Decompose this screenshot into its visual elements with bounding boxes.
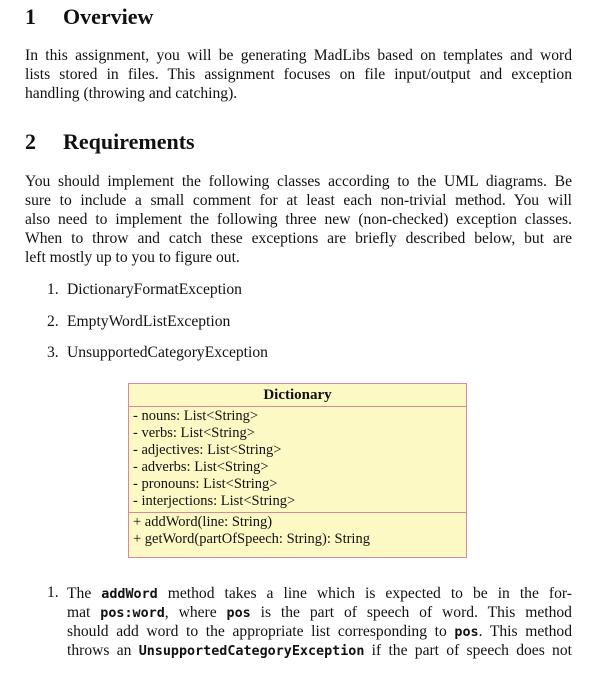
list-number: 3. [47,344,59,361]
section-title: Overview [63,4,154,29]
list-number: 1. [47,584,59,601]
paragraph-line: handling (throwing and catching). [25,85,238,102]
uml-method: + getWord(partOfSpeech: String): String [133,531,370,547]
method-desc-line [67,641,572,661]
text: . This method [478,623,572,640]
paragraph-line: left mostly up to you to figure out. [25,249,240,266]
text: is the part of speech of word. This method [250,604,572,621]
paragraph-line: When to throw and catch these exceptions are briefly described below, but are [25,230,572,247]
code-text: pos [454,625,479,640]
text: throws an [67,642,139,659]
text: mat [67,604,101,621]
list-item [47,344,268,362]
paragraph-line: lists stored in files. This assignment focuses on file input/output and exception [25,66,572,83]
text: should add word to the appropriate list corresponding to [67,623,455,640]
uml-class-name: Dictionary [129,384,466,407]
list-label: UnsupportedCategoryException [67,344,268,361]
uml-attribute: - adjectives: List<String> [133,442,282,458]
uml-attribute: - adverbs: List<String> [133,459,269,475]
method-list-number [47,584,59,602]
list-item [47,313,230,331]
uml-method: + addWord(line: String) [133,514,273,530]
paragraph-line: also need to implement the following three new (non-checked) exception classes. [25,211,572,228]
uml-attribute: - pronouns: List<String> [133,476,278,492]
list-label: DictionaryFormatException [67,281,242,298]
uml-methods [129,513,466,549]
code-text: pos:word [100,606,165,621]
method-desc-line [67,622,572,642]
uml-attribute: - verbs: List<String> [133,425,255,441]
uml-attributes [129,407,466,513]
section-number: 2 [25,129,36,154]
code-text: UnsupportedCategoryException [138,644,365,659]
text: method takes a line which is expected to be in the for- [157,585,572,602]
paragraph-line: You should implement the following classes according to the UML diagrams. Be [25,173,572,190]
list-number: 1. [47,281,59,298]
list-number: 2. [47,313,59,330]
section-heading-requirements [25,129,195,155]
section-title: Requirements [63,129,195,154]
section-heading-overview [25,4,153,30]
paragraph-line: In this assignment, you will be generating MadLibs based on templates and word [25,47,572,64]
section-number: 1 [25,4,36,29]
uml-attribute: - nouns: List<String> [133,408,259,424]
uml-class-diagram [128,383,467,558]
code-text: addWord [101,587,158,602]
list-label: EmptyWordListException [67,313,231,330]
code-text: pos [226,606,251,621]
method-desc-line [67,584,572,604]
text: , where [164,604,227,621]
list-item [47,281,242,299]
text: if the part of speech does not [364,642,572,659]
uml-attribute: - interjections: List<String> [133,493,296,509]
method-desc-line [67,603,572,623]
text: The [67,585,102,602]
paragraph-line: sure to include a small comment for at least each non-trivial method. You will [25,192,572,209]
